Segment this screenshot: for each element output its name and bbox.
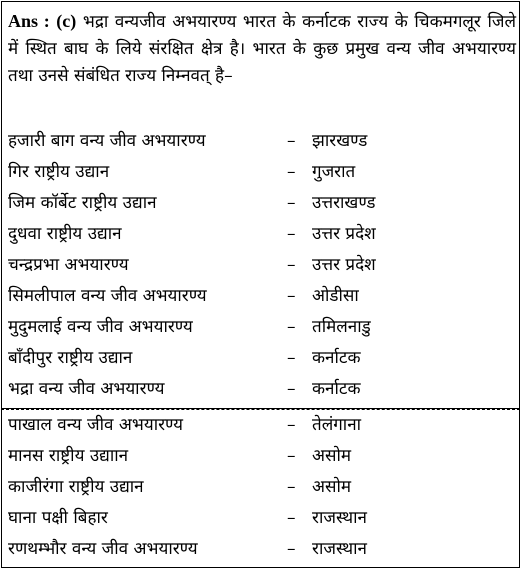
sanctuary-row <box>8 534 513 565</box>
sanctuary-name: पाखाल वन्य जीव अभयारण्य <box>8 415 183 435</box>
sanctuary-name: बाँदीपुर राष्ट्रीय उद्यान <box>8 348 133 368</box>
answer-paragraph <box>8 8 516 90</box>
sanctuary-row <box>8 126 513 157</box>
sanctuary-row <box>8 503 513 534</box>
separator-dash: – <box>287 348 296 368</box>
sanctuary-row <box>8 343 513 374</box>
state-name: ओडीसा <box>312 286 359 306</box>
separator-dash: – <box>287 539 296 559</box>
state-name: उत्तर प्रदेश <box>312 224 376 244</box>
sanctuary-name: रणथम्भौर वन्य जीव अभयारण्य <box>8 539 198 559</box>
state-name: राजस्थान <box>312 508 367 528</box>
sanctuary-row <box>8 219 513 250</box>
sanctuary-name: सिमलीपाल वन्य जीव अभयारण्य <box>8 286 207 306</box>
state-name: तेलंगाना <box>312 415 362 435</box>
sanctuary-name: चन्द्रप्रभा अभयारण्य <box>8 255 129 275</box>
separator-dash: – <box>287 415 296 435</box>
separator-dash: – <box>287 224 296 244</box>
separator-dash: – <box>287 162 296 182</box>
sanctuary-row <box>8 281 513 312</box>
state-name: उत्तराखण्ड <box>312 193 376 213</box>
separator-dash: – <box>287 508 296 528</box>
sanctuary-name: काजीरंगा राष्ट्रीय उद्यान <box>8 477 144 497</box>
sanctuary-row <box>8 410 513 441</box>
state-name: कर्नाटक <box>312 379 361 399</box>
sanctuary-name: दुधवा राष्ट्रीय उद्यान <box>8 224 122 244</box>
separator-dash: – <box>287 379 296 399</box>
separator-dash: – <box>287 255 296 275</box>
sanctuary-name: घाना पक्षी बिहार <box>8 508 108 528</box>
sanctuary-name: मुदुमलाई वन्य जीव अभयारण्य <box>8 317 193 337</box>
sanctuary-row <box>8 374 513 405</box>
sanctuary-row <box>8 250 513 281</box>
sanctuary-row <box>8 188 513 219</box>
sanctuary-name: गिर राष्ट्रीय उद्यान <box>8 162 110 182</box>
state-name: झारखण्ड <box>312 131 368 151</box>
sanctuary-row <box>8 472 513 503</box>
state-name: गुजरात <box>312 162 356 182</box>
sanctuary-row <box>8 157 513 188</box>
sanctuary-row <box>8 312 513 343</box>
state-name: तमिलनाडु <box>312 317 371 337</box>
answer-box-lower <box>1 409 520 568</box>
separator-dash: – <box>287 286 296 306</box>
answer-label: Ans : <box>8 11 50 31</box>
separator-dash: – <box>287 193 296 213</box>
sanctuary-name: भद्रा वन्य जीव अभयारण्य <box>8 379 165 399</box>
sanctuary-list-1 <box>8 126 513 405</box>
answer-text: भद्रा वन्यजीव अभयारण्य भारत के कर्नाटक राज्य के चिकमगलूर जिले में स्थित बाघ के लिये संरक्षित क्षेत्र है। भारत के कुछ प्रमुख वन्य जीव अभयारण्य तथा उनसे संबंधित राज्य निम्नवत् है– <box>8 12 517 86</box>
sanctuary-row <box>8 441 513 472</box>
sanctuary-name: हजारी बाग वन्य जीव अभयारण्य <box>8 131 206 151</box>
state-name: असोम <box>312 477 352 497</box>
separator-dash: – <box>287 317 296 337</box>
separator-dash: – <box>287 477 296 497</box>
answer-box-upper <box>1 1 520 409</box>
sanctuary-list-2 <box>8 410 513 565</box>
answer-option: (c) <box>56 11 77 31</box>
state-name: कर्नाटक <box>312 348 361 368</box>
sanctuary-name: जिम कॉर्बेट राष्ट्रीय उद्यान <box>8 193 157 213</box>
separator-dash: – <box>287 446 296 466</box>
state-name: राजस्थान <box>312 539 367 559</box>
sanctuary-name: मानस राष्ट्रीय उद्याान <box>8 446 129 466</box>
state-name: उत्तर प्रदेश <box>312 255 376 275</box>
state-name: असोम <box>312 446 352 466</box>
separator-dash: – <box>287 131 296 151</box>
